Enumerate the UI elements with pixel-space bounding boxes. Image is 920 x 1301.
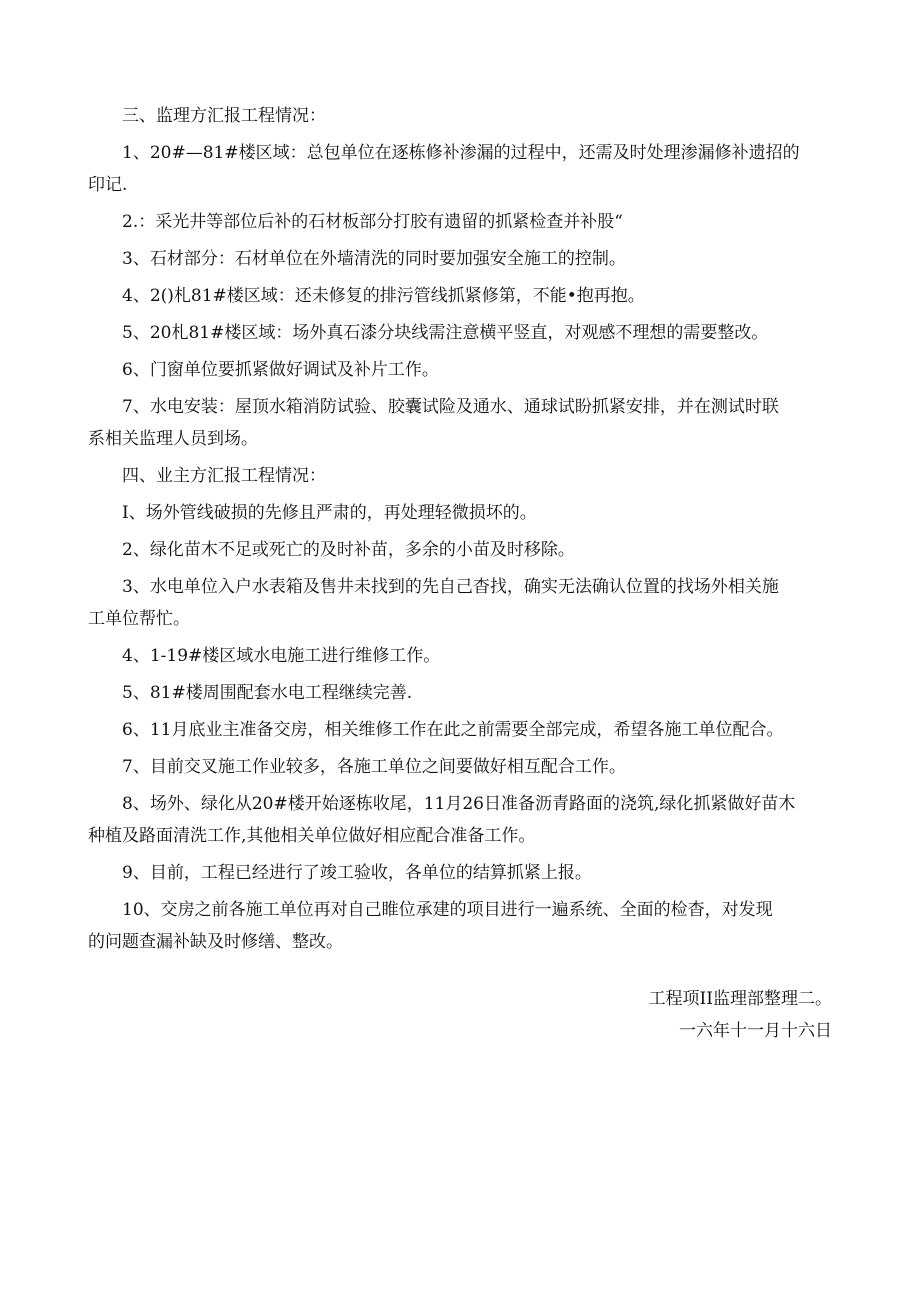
list-item	[88, 354, 836, 386]
list-item	[88, 751, 836, 783]
list-item	[88, 640, 836, 672]
list-item-text: 5、20札81#楼区域：场外真石漆分块线需注意横平竖直，对观感不理想的需要整改。	[122, 323, 769, 343]
list-item	[88, 788, 836, 852]
list-item-text: 9、目前，工程已经进行了竣工验收，各单位的结算抓紧上报。	[122, 863, 592, 883]
list-item-text: 2.：采光井等部位后补的石材板部分打胶有遗留的抓紧检查并补股“	[122, 212, 623, 232]
section-heading: 三、监理方汇报工程情况：	[122, 106, 326, 126]
list-item	[88, 280, 836, 312]
list-item-text: 2、绿化苗木不足或死亡的及时补苗，多余的小苗及时移除。	[122, 540, 575, 560]
list-item-continuation: 印记.	[88, 175, 128, 195]
list-item-text: I、场外管线破损的先修且严肃的，再处理轻微损坏的。	[122, 503, 537, 523]
list-item-text: 1、20#—81#楼区域：总包单位在逐栋修补渗漏的过程中，还需及时处理渗漏修补遗招的	[122, 143, 800, 163]
list-item-text: 7、目前交叉施工作业较多，各施工单位之间要做好相互配合工作。	[122, 757, 626, 777]
list-item-text: 10、交房之前各施工单位再对自己睢位承建的项目进行一遍系统、全面的检杳，对发现	[122, 900, 773, 920]
list-item	[88, 534, 836, 566]
document-body	[88, 100, 836, 963]
list-item-text: 4、1-19#楼区域水电施工进行维修工作。	[122, 646, 441, 666]
list-item	[88, 391, 836, 455]
list-item	[88, 894, 836, 958]
list-item-text: 6、门窗单位要抓紧做好调试及补片工作。	[122, 360, 439, 380]
list-item	[88, 497, 836, 529]
list-item-continuation: 工单位帮忙。	[88, 609, 190, 629]
list-item-continuation: 的问题查漏补缺及时修缮、整改。	[88, 932, 343, 952]
list-item-text: 3、水电单位入户水表箱及售井未找到的先自己杳找，确实无法确认位置的找场外相关施	[122, 577, 779, 597]
list-item-text: 4、2()札81#楼区域：还未修复的排污管线抓紧修第，不能•抱再抱。	[122, 286, 645, 306]
list-item-text: 3、石材部分：石材单位在外墙清洗的同时要加强安全施工的控制。	[122, 249, 626, 269]
list-item-continuation: 系相关监理人员到场。	[88, 429, 258, 449]
list-item-text: 5、81#楼周围配套水电工程继续完善.	[122, 683, 413, 703]
list-item-continuation: 种植及路面清洗工作,其他相关单位做好相应配合准备工作。	[88, 826, 536, 846]
list-item-text: 8、场外、绿化从20#楼开始逐栋收尾，11月26日准备沥青路面的浇筑,绿化抓紧做好苗木	[122, 794, 796, 814]
list-item	[88, 571, 836, 635]
list-item-text: 7、水电安装：屋顶水箱消防试验、胶囊试险及通水、通球试盼抓紧安排，并在测试时联	[122, 397, 779, 417]
section-heading: 四、业主方汇报工程情况：	[122, 466, 326, 486]
list-item-text: 6、11月底业主准备交房，相关维修工作在此之前需要全部完成，希望各施工单位配合。	[122, 720, 784, 740]
list-item	[88, 137, 836, 201]
signature-date: 一六年十一月十六日	[679, 1021, 832, 1041]
signature-block	[649, 983, 832, 1047]
list-item	[88, 714, 836, 746]
list-item	[88, 857, 836, 889]
list-item	[88, 677, 836, 709]
list-item	[88, 317, 836, 349]
signature-org: 工程项II监理部整理二。	[648, 989, 832, 1009]
list-item	[88, 243, 836, 275]
list-item	[88, 206, 836, 238]
